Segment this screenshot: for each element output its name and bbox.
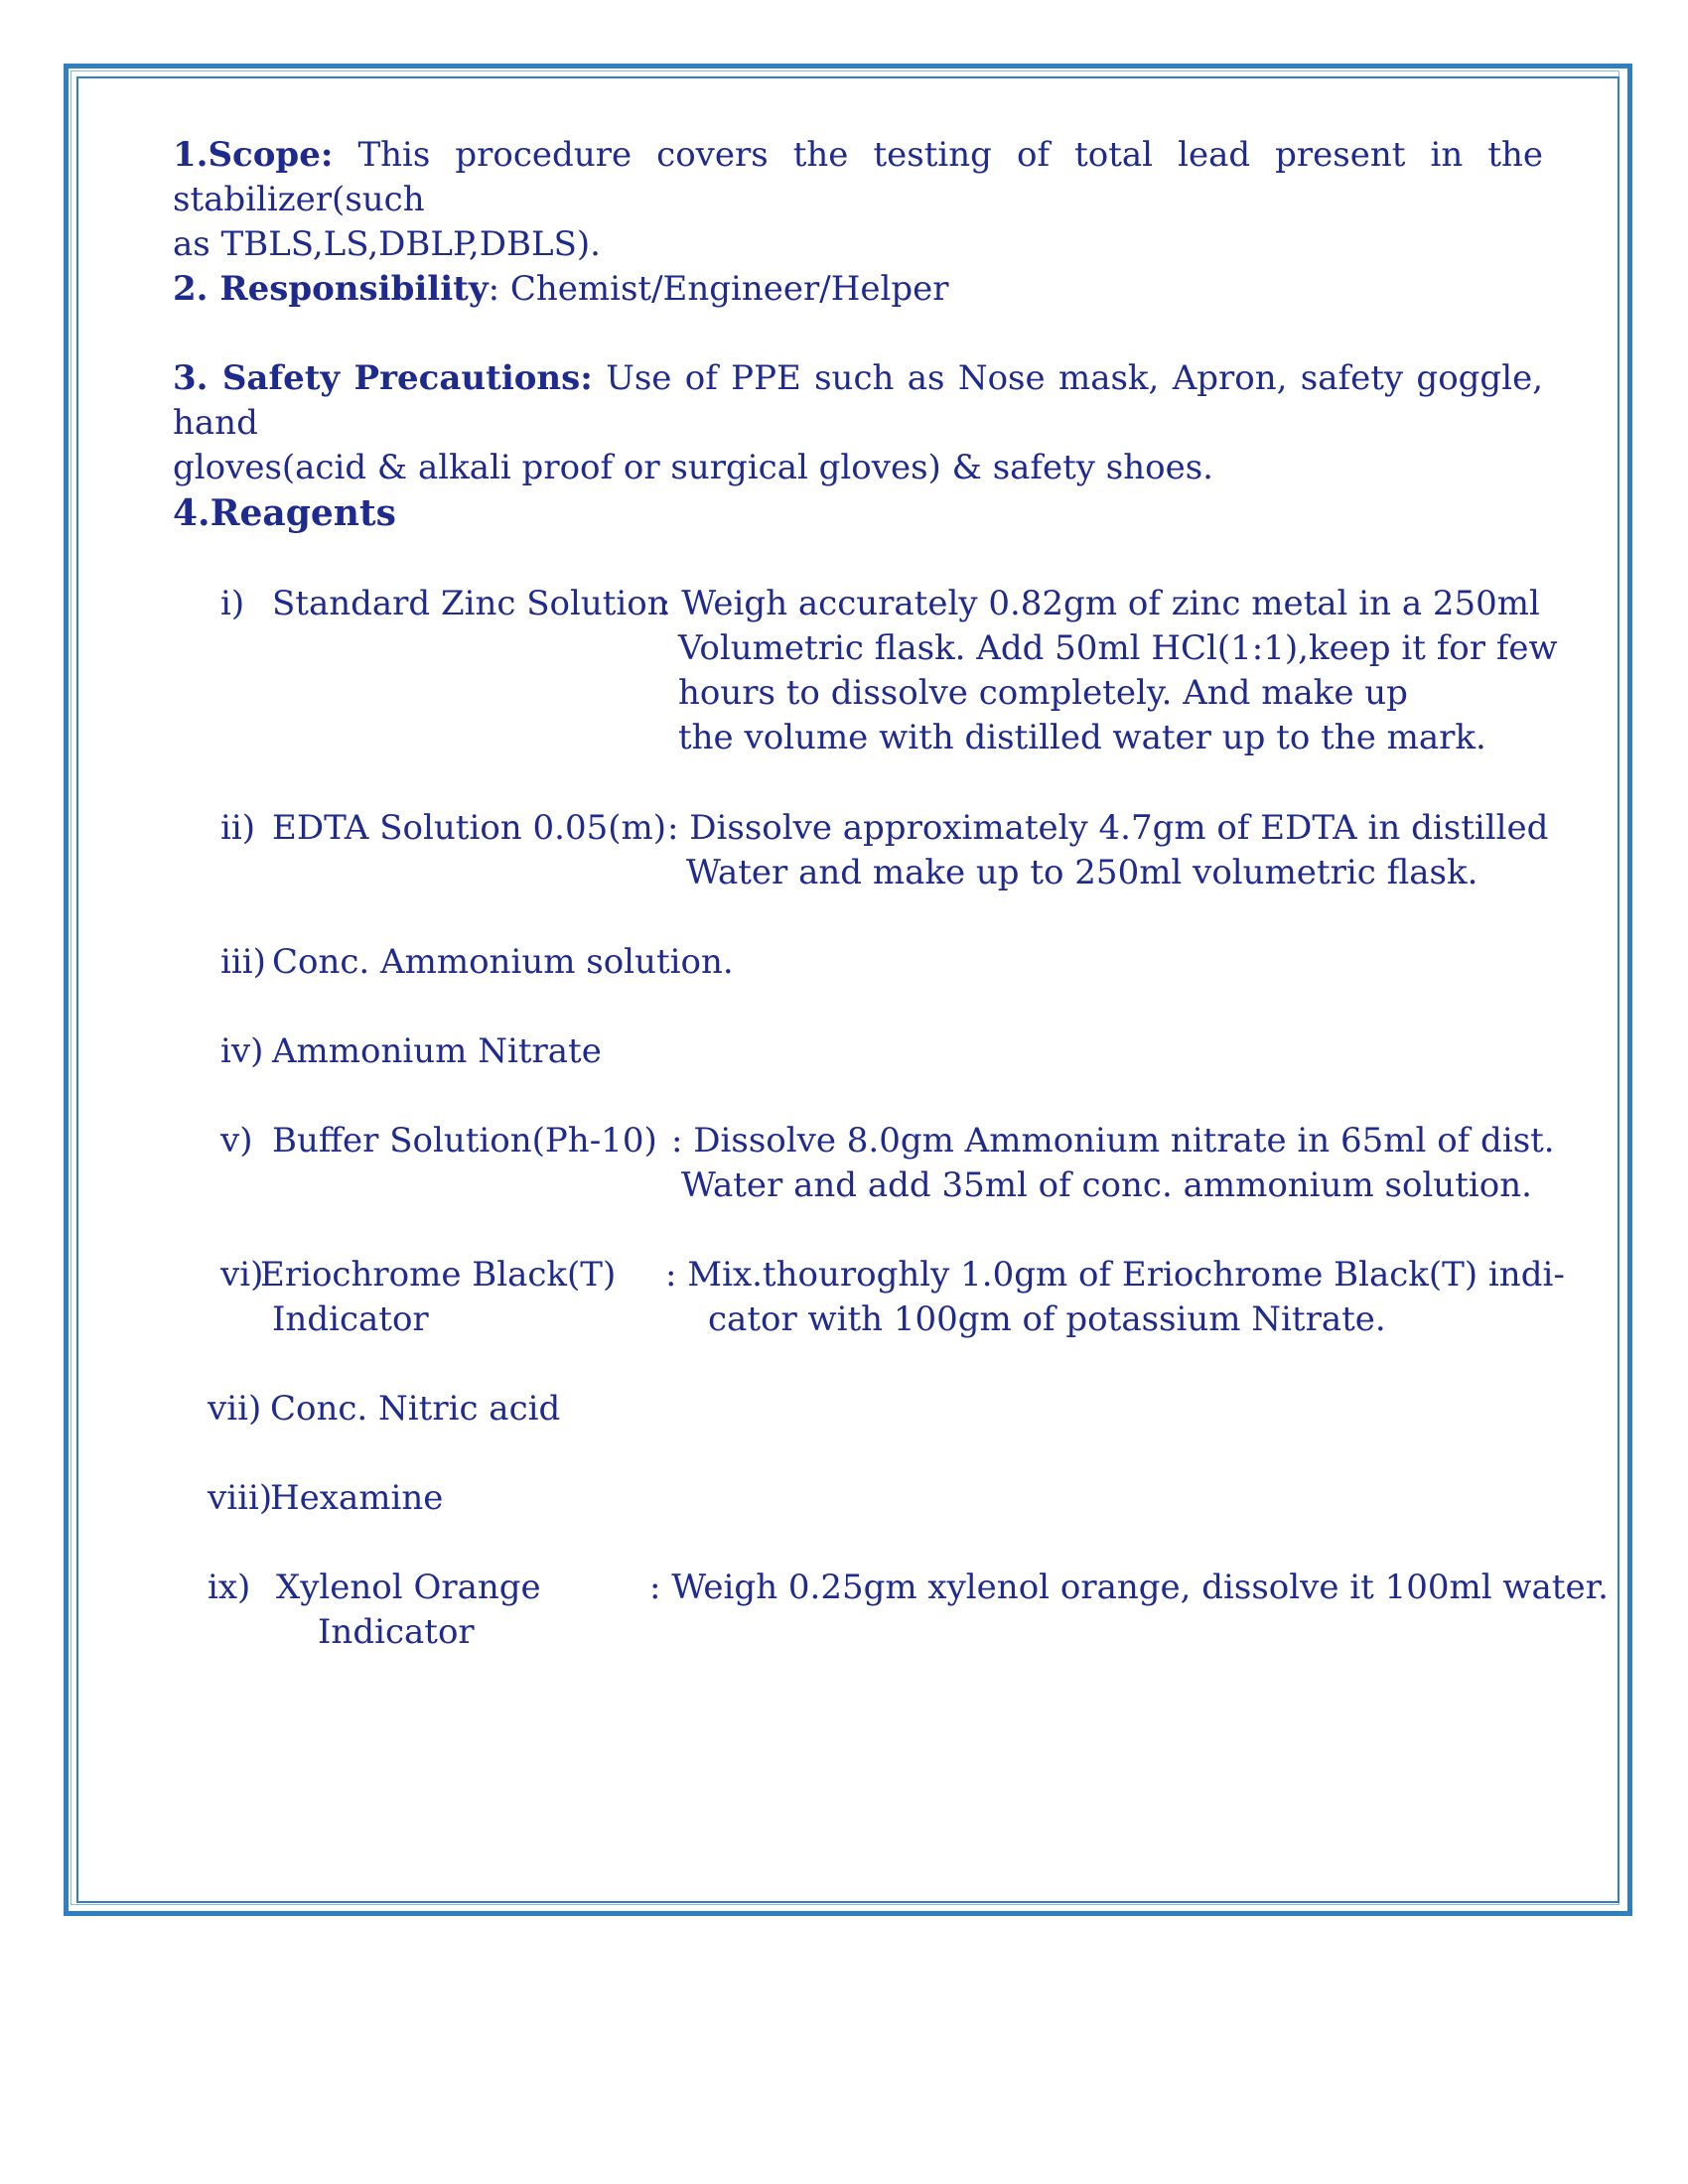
reagent-description (665, 1253, 1565, 1342)
reagent-number: ii) (220, 808, 256, 848)
reagent-desc-line: : Dissolve 8.0gm Ammonium nitrate in 65ml of dist. (671, 1121, 1555, 1160)
reagent-number: vi) (220, 1255, 264, 1295)
reagent-description (649, 1566, 1609, 1610)
safety-section (173, 356, 1543, 490)
reagent-desc-line: : Weigh accurately 0.82gm of zinc metal in a 250ml (659, 584, 1540, 623)
reagent-number: v) (220, 1121, 253, 1160)
responsibility-text: : Chemist/Engineer/Helper (488, 269, 949, 309)
reagent-name-line2: Indicator (318, 1612, 475, 1652)
reagent-name: Eriochrome Black(T) (260, 1255, 617, 1295)
reagent-number: iii) (220, 942, 266, 982)
reagent-number: vii) (208, 1389, 262, 1429)
scope-text-1: This procedure covers the testing of total lead present in the stabilizer(such (173, 135, 1544, 219)
reagent-desc-line: hours to dissolve completely. And make up (678, 673, 1408, 713)
reagent-desc-line: : Mix.thouroghly 1.0gm of Eriochrome Black(T) indi- (665, 1255, 1565, 1295)
reagent-number: i) (220, 584, 245, 623)
reagent-desc-line: Water and add 35ml of conc. ammonium solution. (681, 1165, 1532, 1205)
reagent-description (671, 1119, 1555, 1208)
safety-label: 3. Safety Precautions: (173, 358, 593, 398)
reagent-name: Conc. Ammonium solution. (272, 942, 734, 982)
reagent-desc-line: Volumetric flask. Add 50ml HCl(1:1),keep it for few (678, 628, 1558, 668)
reagent-desc-line: cator with 100gm of potassium Nitrate. (708, 1299, 1386, 1339)
reagent-description (659, 582, 1558, 760)
responsibility-section (173, 267, 1543, 312)
reagent-name: Conc. Nitric acid (270, 1389, 561, 1429)
reagent-desc-line: : Weigh 0.25gm xylenol orange, dissolve it 100ml water. (649, 1568, 1609, 1607)
reagent-name: EDTA Solution 0.05(m) (272, 808, 666, 848)
reagent-name-line2: Indicator (272, 1299, 429, 1339)
safety-text-1: Use of PPE such as Nose mask, Apron, safety goggle, hand (173, 358, 1544, 443)
scope-label: 1.Scope: (173, 135, 334, 175)
reagent-name: Xylenol Orange (276, 1568, 541, 1607)
scope-line2: as TBLS,LS,DBLP,DBLS). (173, 224, 601, 264)
reagent-name: Hexamine (270, 1478, 444, 1518)
page-border-inner (76, 76, 1619, 1903)
safety-line2: gloves(acid & alkali proof or surgical gloves) & safety shoes. (173, 448, 1213, 487)
scope-section (173, 133, 1543, 267)
reagent-name: Ammonium Nitrate (272, 1031, 602, 1071)
reagent-desc-line: : Dissolve approximately 4.7gm of EDTA in distilled (667, 808, 1549, 848)
reagent-name: Standard Zinc Solution (272, 584, 669, 623)
reagent-name: Buffer Solution(Ph-10) (272, 1121, 657, 1160)
reagent-number: viii) (208, 1478, 273, 1518)
reagent-description (667, 806, 1548, 895)
reagent-desc-line: the volume with distilled water up to the mark. (678, 718, 1486, 757)
reagent-desc-line: Water and make up to 250ml volumetric flask. (686, 853, 1478, 892)
reagents-heading: 4.Reagents (173, 492, 396, 534)
scope-line1 (173, 133, 1543, 222)
safety-line1 (173, 356, 1543, 446)
reagent-number: ix) (208, 1568, 251, 1607)
reagent-number: iv) (220, 1031, 264, 1071)
responsibility-label: 2. Responsibility (173, 269, 489, 309)
